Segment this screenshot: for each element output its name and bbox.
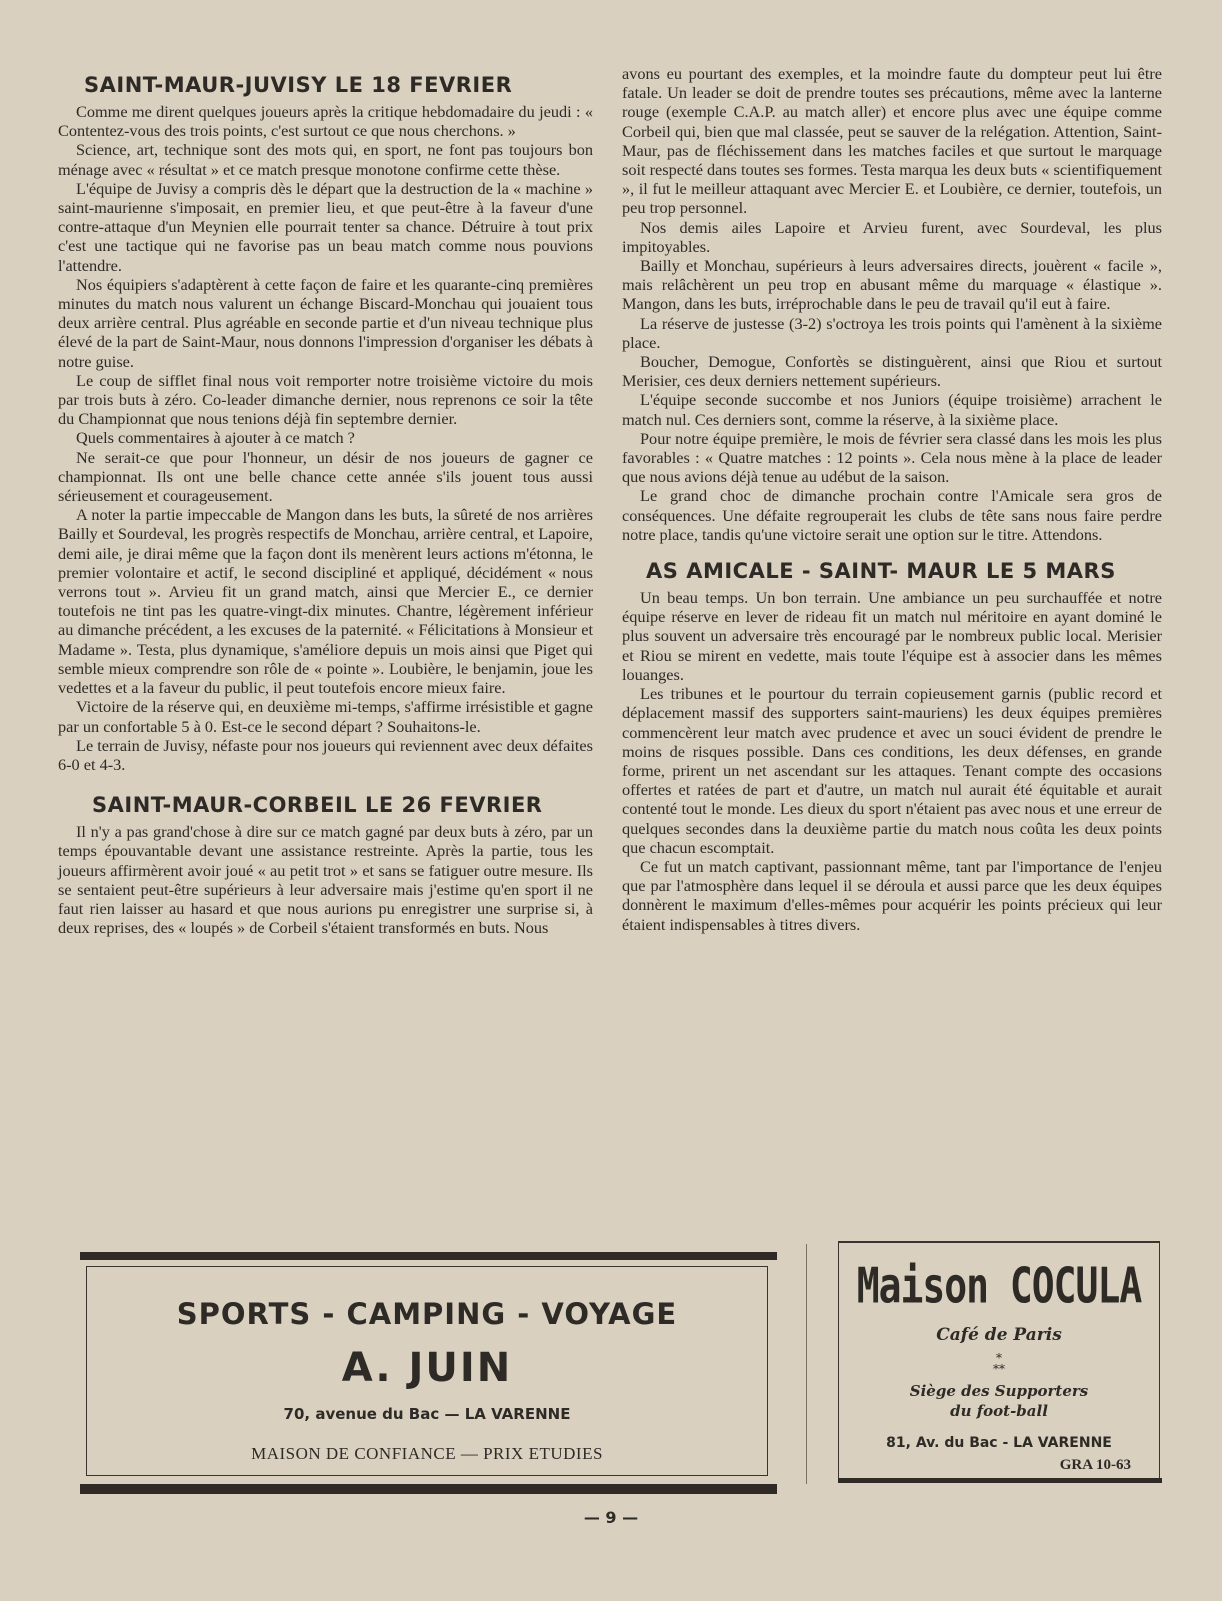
paragraph: avons eu pourtant des exemples, et la moindre faute du dompteur peut lui être fatale. Un leader se doit de prendre toutes ses précautions, même avec la lanterne rouge (exemple C.A.P. au match aller) et encore plus avec une équipe comme Corbeil qui, bien que mal classée, peut se sauver de la relégation. Attention, Saint-Maur, pas de fléchissement dans les matches faciles et que surtout le marquage soit respecté dans toutes ses formes. Testa marqua les deux buts « scientifiquement », il fut le meilleur attaquant avec Mercier E. et Loubière, ce dernier, toutefois, un peu trop personnel. (622, 64, 1162, 218)
paragraph: Nos équipiers s'adaptèrent à cette façon de faire et les quarante-cinq premières minutes du match nous valurent un échange Biscard-Monchau qui jouaient tous deux arrière central. Plus agréable en seconde partie et d'un niveau technique plus élevé de la part de Saint-Maur, nous donnons l'impression d'organiser les débats à notre guise. (58, 274, 593, 371)
ad-address: 81, Av. du Bac - LA VARENNE (886, 1435, 1112, 1451)
right-column (622, 64, 1162, 934)
paragraph: Le coup de sifflet final nous voit remporter notre troisième victoire du mois par trois buts à zéro. Co-leader dimanche dernier, nous reprenons ce soir la tête du Championnat que nous tenions déjà fin septembre dernier. (58, 370, 593, 429)
paragraph: Nos demis ailes Lapoire et Arvieu furent, avec Sourdeval, les plus impitoyables. (622, 217, 1162, 256)
ad-address: 70, avenue du Bac — LA VARENNE (283, 1405, 571, 1423)
ad-shop-name: A. JUIN (341, 1345, 513, 1391)
page-number: — 9 — (583, 1508, 639, 1527)
paragraph: La réserve de justesse (3-2) s'octroya les trois points qui l'amènent à la sixième place. (622, 313, 1162, 352)
ad-seat-text (839, 1381, 1159, 1421)
heading-juvisy: SAINT-MAUR-JUVISY LE 18 FEVRIER (84, 73, 513, 97)
paragraph: Un beau temps. Un bon terrain. Une ambiance un peu surchauffée et notre équipe réserve en lever de rideau fit un match nul méritoire en ayant dominé le plus souvent un adversaire très encouragé par le nombreux public local. Merisier et Riou se mirent en vedette, mais toute l'équipe est à associer dans les mêmes louanges. (622, 588, 1162, 684)
asterism-icon: * ** (993, 1351, 1005, 1376)
paragraph: Science, art, technique sont des mots qui, en sport, ne font pas toujours bon ménage avec « résultat » et ce match presque monotone confirme cette thèse. (58, 140, 593, 179)
paragraph: Comme me dirent quelques joueurs après la critique hebdomadaire du jeudi : « Contentez-vous des trois points, c'est surtout ce que nous cherchons. » (58, 102, 593, 141)
ad-phone: GRA 10-63 (1059, 1457, 1131, 1473)
ad-seat-line: Siège des Supporters (909, 1382, 1089, 1400)
paragraph: Bailly et Monchau, supérieurs à leurs adversaires directs, jouèrent « facile », mais relâchèrent un peu trop en abusant même du marquage « élastique ». Mangon, dans les buts, irréprochable dans le peu de travail qu'il eut à faire. (622, 256, 1162, 314)
ad-rule-top (80, 1252, 777, 1260)
paragraph: Le grand choc de dimanche prochain contre l'Amicale sera gros de conséquences. Une défaite regrouperait les clubs de tête sans nous faire perdre notre place, tandis qu'une victoire serait une option sur le titre. Attendons. (622, 486, 1162, 544)
ad-rule-bottom (80, 1484, 777, 1494)
heading-amicale: AS AMICALE - SAINT- MAUR LE 5 MARS (646, 559, 1116, 584)
advertisement-juin (80, 1252, 777, 1494)
paragraph: Le terrain de Juvisy, néfaste pour nos joueurs qui reviennent avec deux défaites 6-0 et 4-3. (58, 735, 593, 774)
ad-frame (86, 1266, 768, 1476)
paragraph: Boucher, Demogue, Confortès se distinguèrent, ainsi que Riou et surtout Merisier, ces deux derniers nettement supérieurs. (622, 352, 1162, 391)
paragraph: Les tribunes et le pourtour du terrain copieusement garnis (public record et déplacement massif des supporters saint-mauriens) les deux équipes premières commencèrent leur match avec prudence et avec un souci évident de prendre le moins de risques possible. Dans ces conditions, les deux défenses, en grande forme, prirent un net ascendant sur les attaques. Tenant compte des occasions offertes et ratées de part et d'autre, un match nul aurait été équitable et aurait contenté tout le monde. Les dieux du sport n'étaient pas avec nous et une erreur de quelques secondes dans la deuxième partie du match nous coûta les deux points que chacun escomptait. (622, 684, 1162, 857)
advertisement-cocula (838, 1241, 1162, 1483)
paragraph: L'équipe seconde succombe et nos Juniors (équipe troisième) arrachent le match nul. Ces derniers sont, comme la réserve, à la sixième place. (622, 390, 1162, 429)
paragraph: Quels commentaires à ajouter à ce match ? (76, 428, 355, 448)
heading-corbeil: SAINT-MAUR-CORBEIL LE 26 FEVRIER (92, 793, 543, 818)
ad-shop-name: Maison COCULA (856, 1257, 1142, 1315)
paragraph: Victoire de la réserve qui, en deuxième mi-temps, s'affirme irrésistible et gagne par un confortable 5 à 0. Est-ce le second départ ? Souhaitons-le. (58, 697, 593, 736)
ad-seat-line: du foot-ball (950, 1402, 1048, 1420)
ad-rule-bottom (838, 1478, 1162, 1483)
paragraph: Ce fut un match captivant, passionnant même, tant par l'importance de l'enjeu que par l'atmosphère dans lequel il se déroula et aussi parce que les deux équipes donnèrent le maximum d'elles-mêmes pour acquérir les points précieux qui leur étaient indispensables à titres divers. (622, 856, 1162, 934)
ad-slogan: MAISON DE CONFIANCE — PRIX ETUDIES (251, 1444, 603, 1463)
ad-tagline: SPORTS - CAMPING - VOYAGE (176, 1297, 678, 1331)
paragraph: A noter la partie impeccable de Mangon dans les buts, la sûreté de nos arrières Bailly et Sourdeval, les progrès respectifs de Monchau, arrière central, et Lapoire, demi aile, je dirai même que la façon dont ils menèrent leurs actions m'étonna, le premier volontaire et actif, le second discipliné et appliqué, décidément « nous verrons tout ». Arvieu fit un grand match, ainsi que Mercier E., ce dernier toutefois ne tint pas les quatre-vingt-dix minutes. Chantre, légèrement inférieur au dimanche précédent, a les excuses de la paternité. « Félicitations à Monsieur et Madame ». Testa, plus dynamique, s'améliore depuis un mois ainsi que Piget qui semble mieux comprendre son rôle de « pointe ». Loubière, le benjamin, joue les vedettes et a la faveur du public, il peut toutefois encore mieux faire. (58, 505, 593, 698)
paragraph: Il n'y a pas grand'chose à dire sur ce match gagné par deux buts à zéro, par un temps épouvantable devant une assistance restreinte. Après la partie, tous les joueurs affirmèrent avoir joué « au petit trot » et sans se fatiguer outre mesure. Ils se sentaient peut-être supérieurs à leur adversaire mais j'estime qu'en sport il ne faut rien laisser au hasard et que nous aurions pu enregistrer une surprise si, à deux reprises, des « loupés » de Corbeil s'étaient transformés en buts. Nous (58, 822, 593, 938)
paragraph: Pour notre équipe première, le mois de février sera classé dans les mois les plus favorables : « Quatre matches : 12 points ». Cela nous mène à la place de leader que nous avions déjà tenue au udébut de la saison. (622, 428, 1162, 487)
ad-cafe-name: Café de Paris (936, 1325, 1062, 1345)
left-column (58, 72, 593, 937)
paragraph: Ne serait-ce que pour l'honneur, un désir de nos joueurs de gagner ce championnat. Ils ont une belle chance cette année s'ils jouent tous aussi sérieusement et courageusement. (58, 447, 593, 506)
divider (806, 1244, 807, 1484)
ad-frame (838, 1241, 1160, 1479)
paragraph: L'équipe de Juvisy a compris dès le départ que la destruction de la « machine » saint-maurienne s'imposait, en premier lieu, et que peut-être à la faveur d'une contre-attaque d'un Meynien elle pourrait tenter sa chance. Détruire à tout prix c'est une tactique qui ne favorise pas un beau match comme nous pouvions l'attendre. (58, 178, 593, 275)
